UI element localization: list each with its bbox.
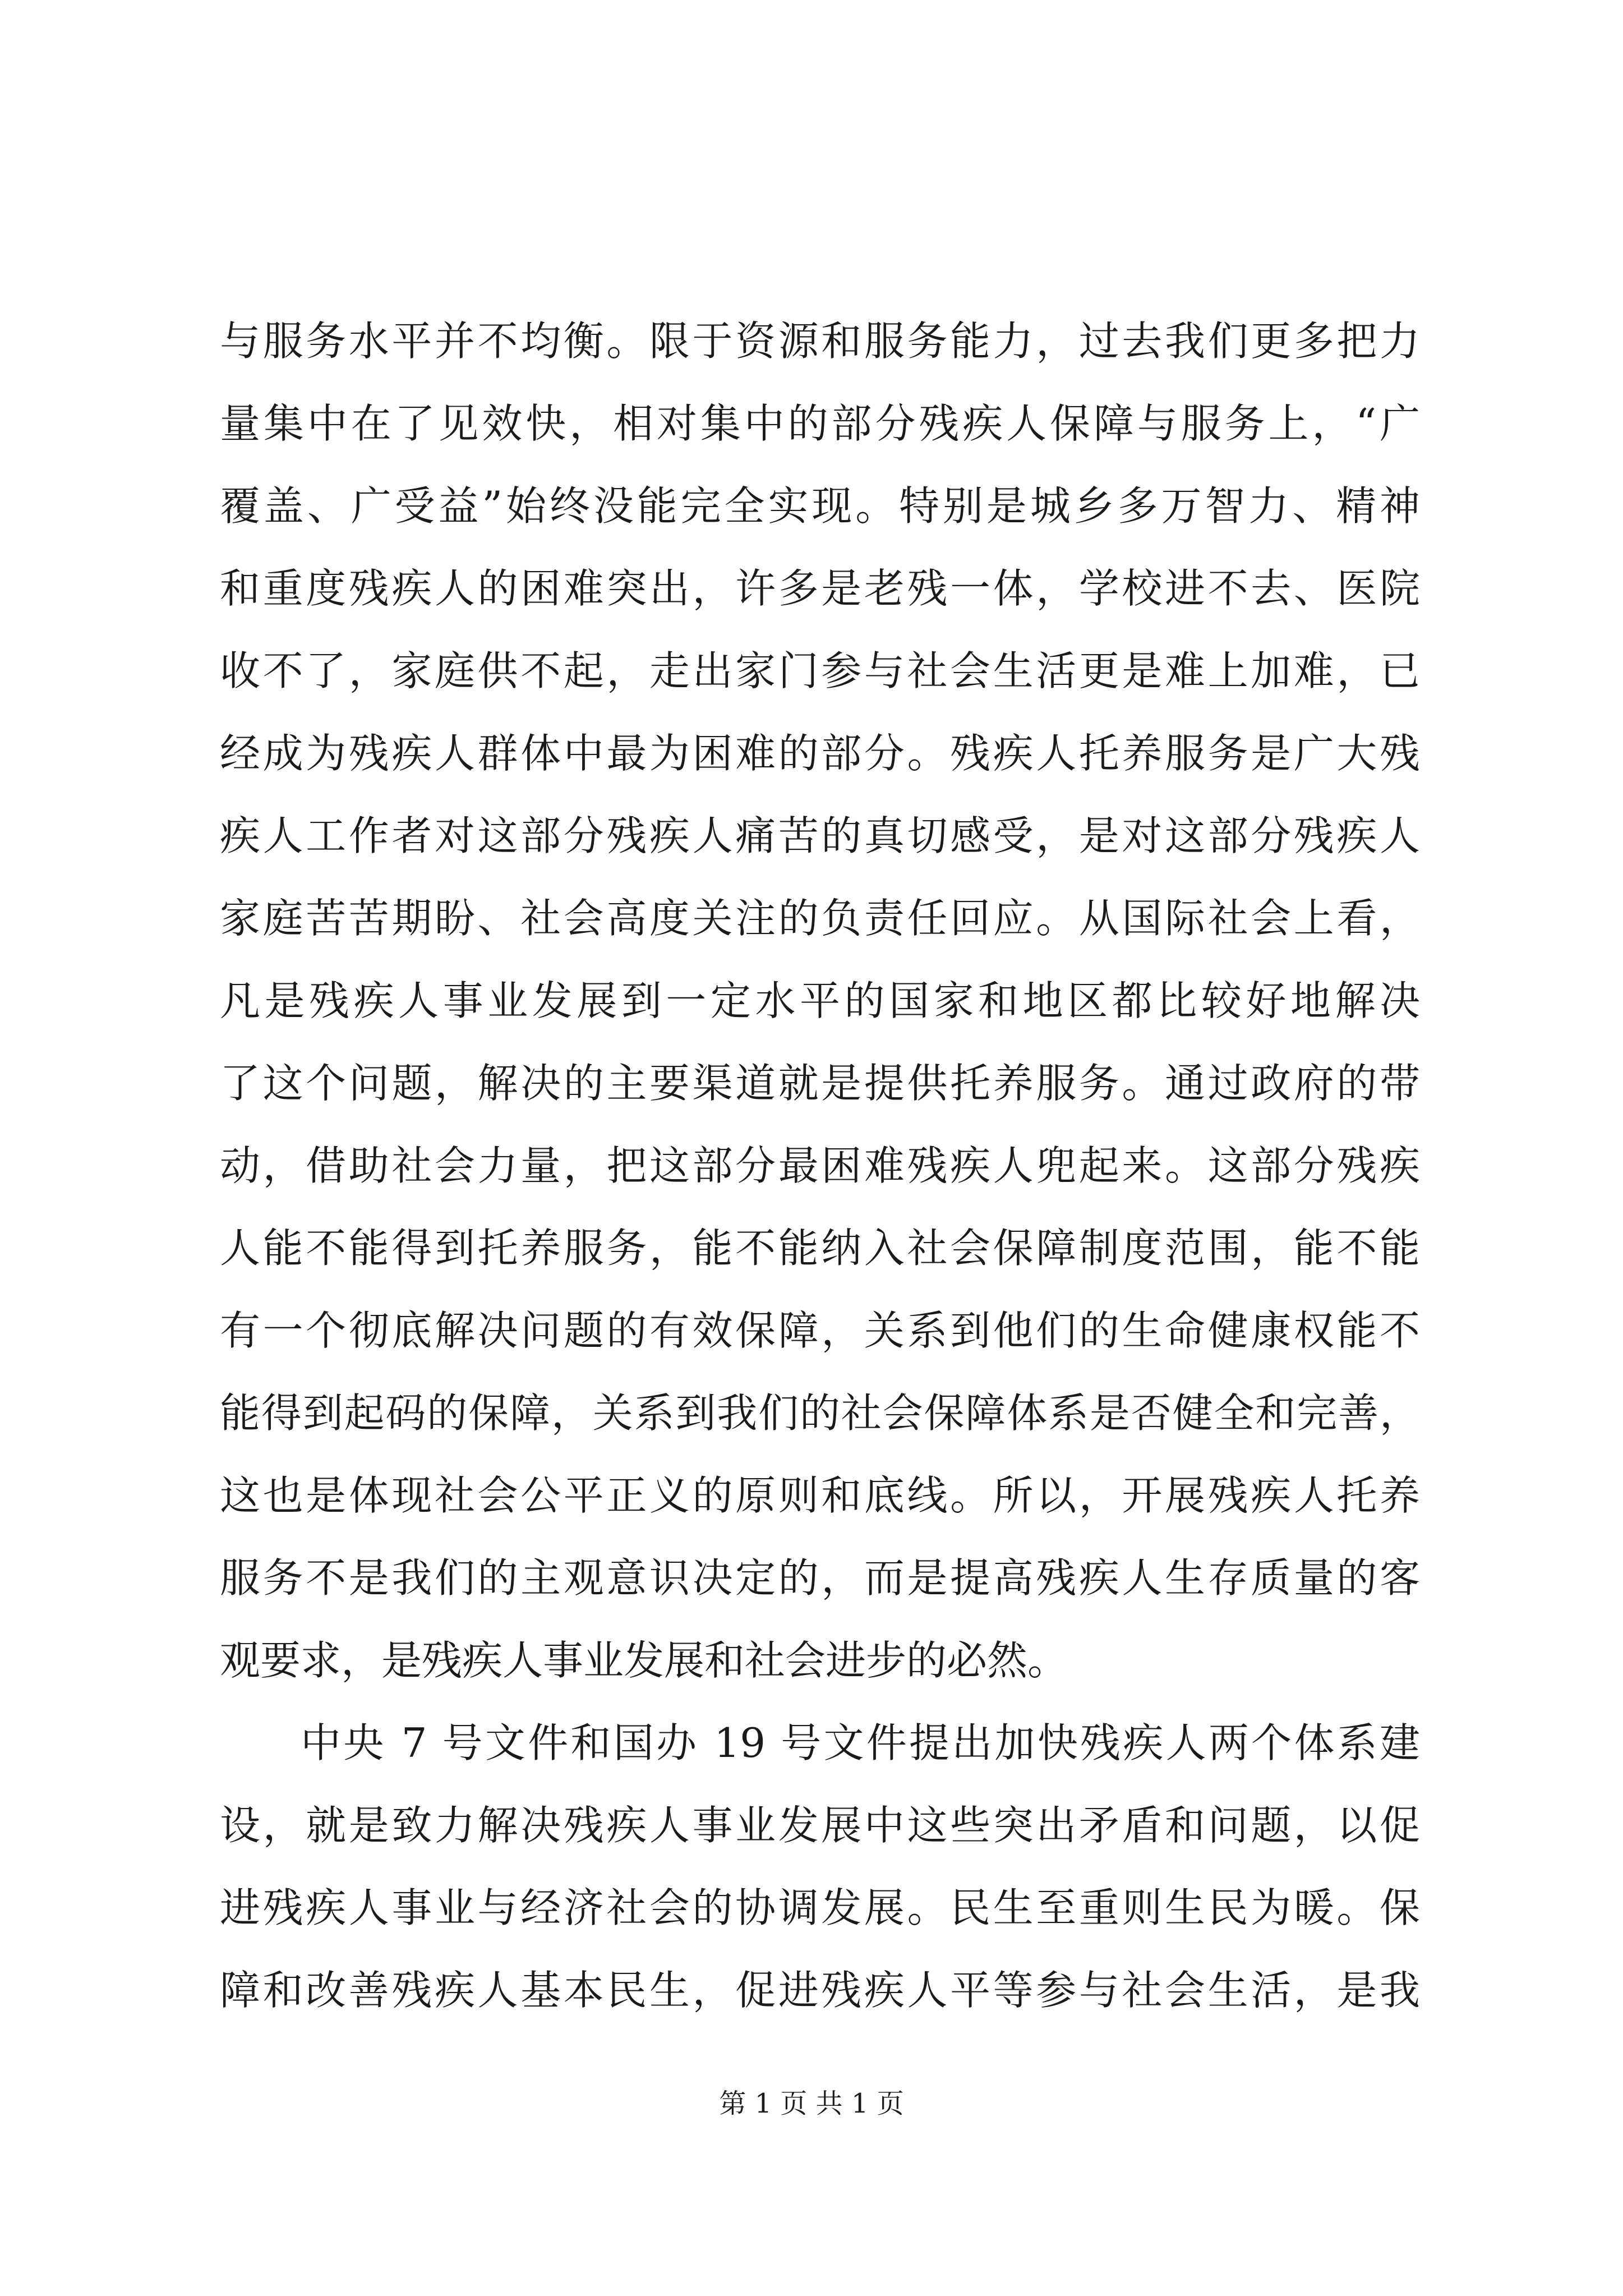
text-line: 能得到起码的保障，关系到我们的社会保障体系是否健全和完善， (220, 1389, 1420, 1437)
text-line: 观要求，是残疾人事业发展和社会进步的必然。 (220, 1637, 1068, 1684)
text-line: 和重度残疾人的困难突出，许多是老残一体，学校进不去、医院 (220, 565, 1420, 612)
text-line: 收不了，家庭供不起，走出家门参与社会生活更是难上加难，已 (220, 647, 1420, 694)
text-line: 这也是体现社会公平正义的原则和底线。所以，开展残疾人托养 (220, 1472, 1420, 1519)
text-line: 经成为残疾人群体中最为困难的部分。残疾人托养服务是广大残 (220, 730, 1420, 777)
text-line: 进残疾人事业与经济社会的协调发展。民生至重则生民为暖。保 (220, 1884, 1420, 1931)
body-text (220, 300, 1420, 2032)
text-line: 有一个彻底解决问题的有效保障，关系到他们的生命健康权能不 (220, 1307, 1420, 1354)
text-line: 家庭苦苦期盼、社会高度关注的负责任回应。从国际社会上看， (220, 895, 1420, 942)
text-line: 服务不是我们的主观意识决定的，而是提高残疾人生存质量的客 (220, 1554, 1420, 1602)
text-line: 障和改善残疾人基本民生，促进残疾人平等参与社会生活，是我 (220, 1967, 1420, 2014)
text-line: 凡是残疾人事业发展到一定水平的国家和地区都比较好地解决 (220, 977, 1420, 1024)
text-line: 动，借助社会力量，把这部分最困难残疾人兜起来。这部分残疾 (220, 1142, 1420, 1189)
text-line: 中央 7 号文件和国办 19 号文件提出加快残疾人两个体系建 (301, 1719, 1420, 1766)
text-line: 与服务水平并不均衡。限于资源和服务能力，过去我们更多把力 (220, 318, 1420, 365)
text-line: 人能不能得到托养服务，能不能纳入社会保障制度范围，能不能 (220, 1225, 1420, 1272)
text-line: 量集中在了见效快，相对集中的部分残疾人保障与服务上，“广 (220, 400, 1420, 447)
page-footer: 第 1 页 共 1 页 (719, 2088, 904, 2119)
text-line: 设，就是致力解决残疾人事业发展中这些突出矛盾和问题，以促 (220, 1802, 1420, 1849)
text-line: 了这个问题，解决的主要渠道就是提供托养服务。通过政府的带 (220, 1060, 1420, 1107)
text-line: 疾人工作者对这部分残疾人痛苦的真切感受，是对这部分残疾人 (220, 812, 1420, 859)
text-line: 覆盖、广受益”始终没能完全实现。特别是城乡多万智力、精神 (220, 482, 1420, 530)
